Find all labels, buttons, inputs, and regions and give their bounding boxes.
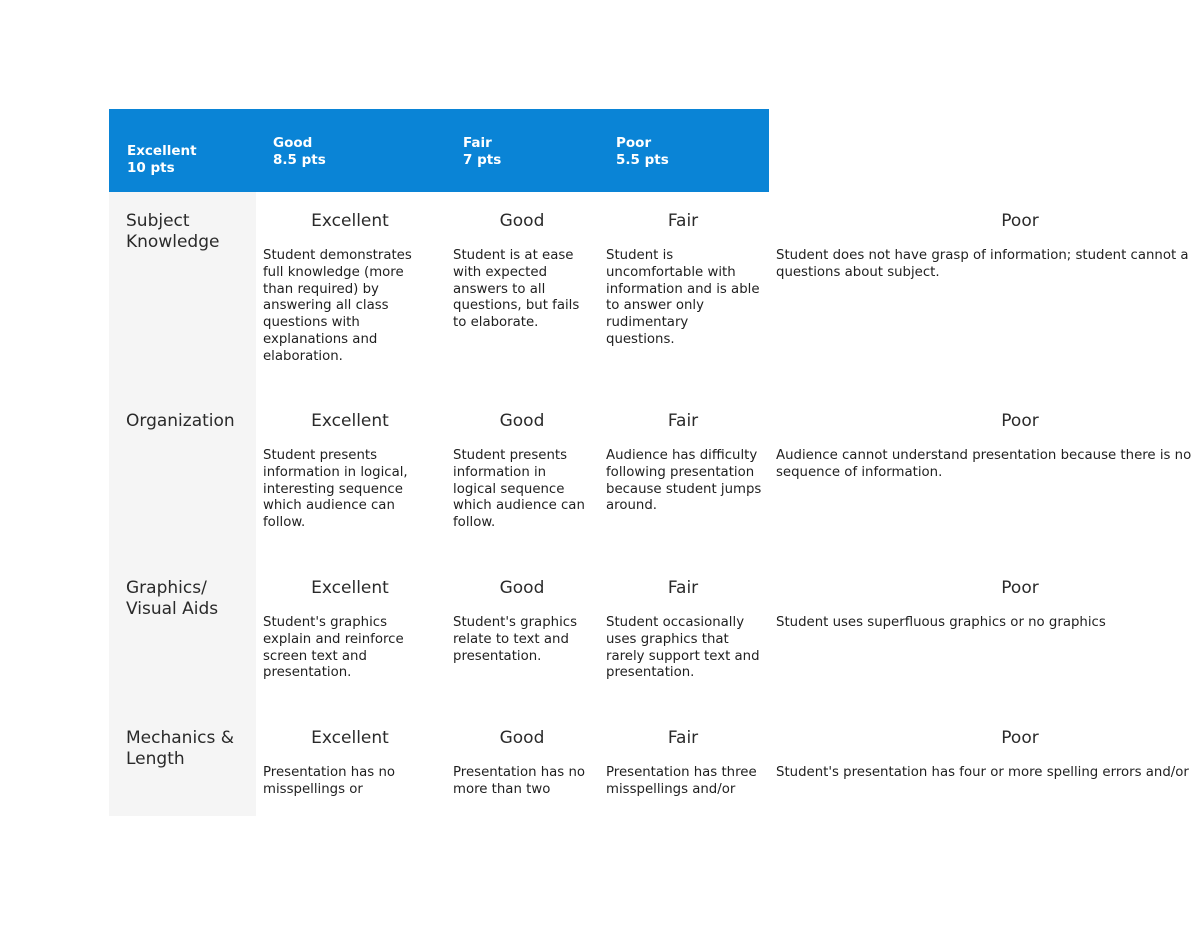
header-excellent bbox=[127, 143, 197, 177]
rubric-row bbox=[0, 728, 1200, 797]
description-poor: Audience cannot understand presentation because there is no sequence of information. bbox=[776, 448, 1192, 480]
header-fair-points: 7 pts bbox=[463, 152, 502, 168]
header-excellent-points: 10 pts bbox=[127, 160, 175, 176]
description-fair: Student occasionally uses graphics that rarely support text and presentation. bbox=[606, 615, 760, 681]
level-fair: Fair bbox=[667, 728, 699, 748]
level-fair: Fair bbox=[667, 211, 699, 231]
description-good: Student is at ease with expected answers to all questions, but fails to elaborate. bbox=[453, 248, 580, 331]
header-poor bbox=[616, 135, 669, 169]
rubric-row bbox=[0, 578, 1200, 681]
description-good: Student presents information in logical sequence which audience can follow. bbox=[453, 448, 585, 531]
description-fair: Presentation has three misspellings and/or bbox=[606, 765, 757, 797]
header-good-points: 8.5 pts bbox=[273, 152, 326, 168]
criterion-label: Graphics/ Visual Aids bbox=[126, 578, 219, 619]
header-good bbox=[273, 135, 326, 169]
criterion-label: Subject Knowledge bbox=[126, 211, 220, 252]
description-poor: Student's presentation has four or more spelling errors and/or bbox=[776, 765, 1189, 780]
level-fair: Fair bbox=[667, 411, 699, 431]
level-poor: Poor bbox=[1001, 728, 1039, 748]
description-fair: Student is uncomfortable with information and is able to answer only rudimentary questions. bbox=[606, 248, 760, 347]
description-excellent: Student demonstrates full knowledge (more than required) by answering all class questions with explanations and elaboration. bbox=[263, 248, 412, 364]
description-excellent: Student's graphics explain and reinforce screen text and presentation. bbox=[263, 615, 404, 681]
header-good-name: Good bbox=[273, 135, 313, 151]
description-poor: Student does not have grasp of information; student cannot a questions about subject. bbox=[776, 248, 1189, 280]
header-fair-name: Fair bbox=[463, 135, 492, 151]
rubric-row bbox=[0, 411, 1200, 531]
level-excellent: Excellent bbox=[311, 211, 389, 231]
level-good: Good bbox=[499, 578, 545, 598]
level-excellent: Excellent bbox=[311, 578, 389, 598]
description-fair: Audience has difficulty following presentation because student jumps around. bbox=[606, 448, 762, 514]
header-excellent-name: Excellent bbox=[127, 143, 197, 159]
description-excellent: Student presents information in logical, interesting sequence which audience can follow. bbox=[263, 448, 408, 531]
level-fair: Fair bbox=[667, 578, 699, 598]
level-good: Good bbox=[499, 728, 545, 748]
level-good: Good bbox=[499, 211, 545, 231]
criterion-label: Mechanics & Length bbox=[126, 728, 235, 769]
rubric-body bbox=[0, 192, 1200, 816]
header-fair bbox=[463, 135, 501, 169]
description-poor: Student uses superfluous graphics or no graphics bbox=[776, 615, 1106, 630]
level-poor: Poor bbox=[1001, 578, 1039, 598]
header-poor-points: 5.5 pts bbox=[616, 152, 669, 168]
description-excellent: Presentation has no misspellings or bbox=[263, 765, 396, 797]
description-good: Student's graphics relate to text and presentation. bbox=[453, 615, 578, 664]
rubric-header-bar bbox=[109, 109, 769, 192]
level-good: Good bbox=[499, 411, 545, 431]
level-poor: Poor bbox=[1001, 211, 1039, 231]
level-poor: Poor bbox=[1001, 411, 1039, 431]
rubric-row bbox=[0, 211, 1200, 364]
level-excellent: Excellent bbox=[311, 728, 389, 748]
criterion-label: Organization bbox=[126, 411, 235, 431]
description-good: Presentation has no more than two bbox=[453, 765, 586, 797]
level-excellent: Excellent bbox=[311, 411, 389, 431]
header-poor-name: Poor bbox=[616, 135, 652, 151]
